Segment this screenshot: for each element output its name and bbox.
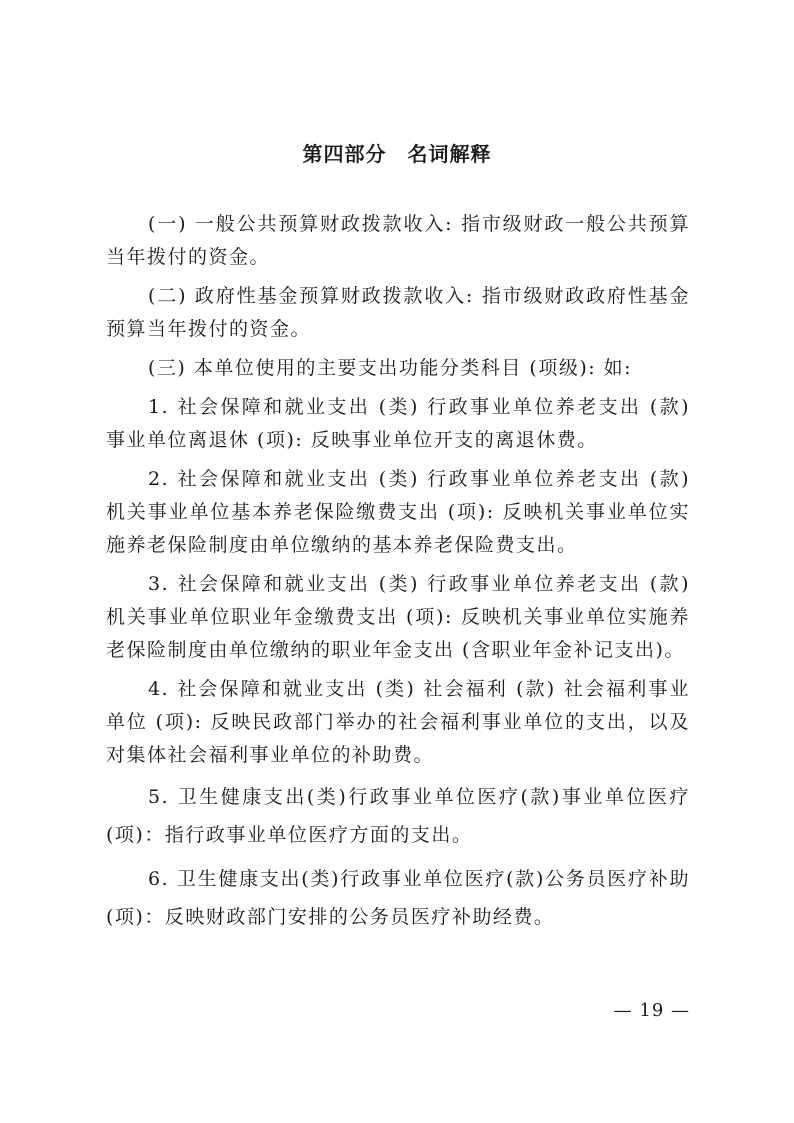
paragraph-item-4: 4. 社会保障和就业支出 (类) 社会福利 (款) 社会福利事业单位 (项): 反映民政部门举办的社会福利事业单位的支出，以及对集体社会福利事业单位的补助费。: [106, 678, 690, 766]
paragraph-item-6: 6. 卫生健康支出(类)行政事业单位医疗(款)公务员医疗补助(项)：反映财政部门安排的公务员医疗补助经费。: [106, 868, 690, 928]
page-title: 第四部分 名词解释: [302, 142, 492, 166]
paragraph-item-3: 3. 社会保障和就业支出 (类) 行政事业单位养老支出 (款) 机关事业单位职业年金缴费支出 (项): 反映机关事业单位实施养老保险制度由单位缴纳的职业年金支出 (含职业年金补记支出)。: [106, 573, 690, 661]
page-number: — 19 —: [613, 1000, 690, 1021]
paragraph-expenditure-categories: (三) 本单位使用的主要支出功能分类科目 (项级): 如:: [148, 357, 633, 379]
document-body: [106, 208, 690, 942]
paragraph-item-1: 1. 社会保障和就业支出 (类) 行政事业单位养老支出 (款) 事业单位离退休 (项): 反映事业单位开支的离退休费。: [106, 396, 690, 451]
paragraph-fund-budget-revenue: (二) 政府性基金预算财政拨款收入: 指市级财政政府性基金预算当年拨付的资金。: [106, 285, 690, 340]
paragraph-item-2: 2. 社会保障和就业支出 (类) 行政事业单位养老支出 (款) 机关事业单位基本养老保险缴费支出 (项): 反映机关事业单位实施养老保险制度由单位缴纳的基本养老保险费支出。: [106, 468, 690, 556]
paragraph-general-budget-revenue: (一) 一般公共预算财政拨款收入: 指市级财政一般公共预算当年拨付的资金。: [106, 213, 690, 268]
paragraph-item-5: 5. 卫生健康支出(类)行政事业单位医疗(款)事业单位医疗(项)：指行政事业单位医疗方面的支出。: [106, 786, 690, 846]
